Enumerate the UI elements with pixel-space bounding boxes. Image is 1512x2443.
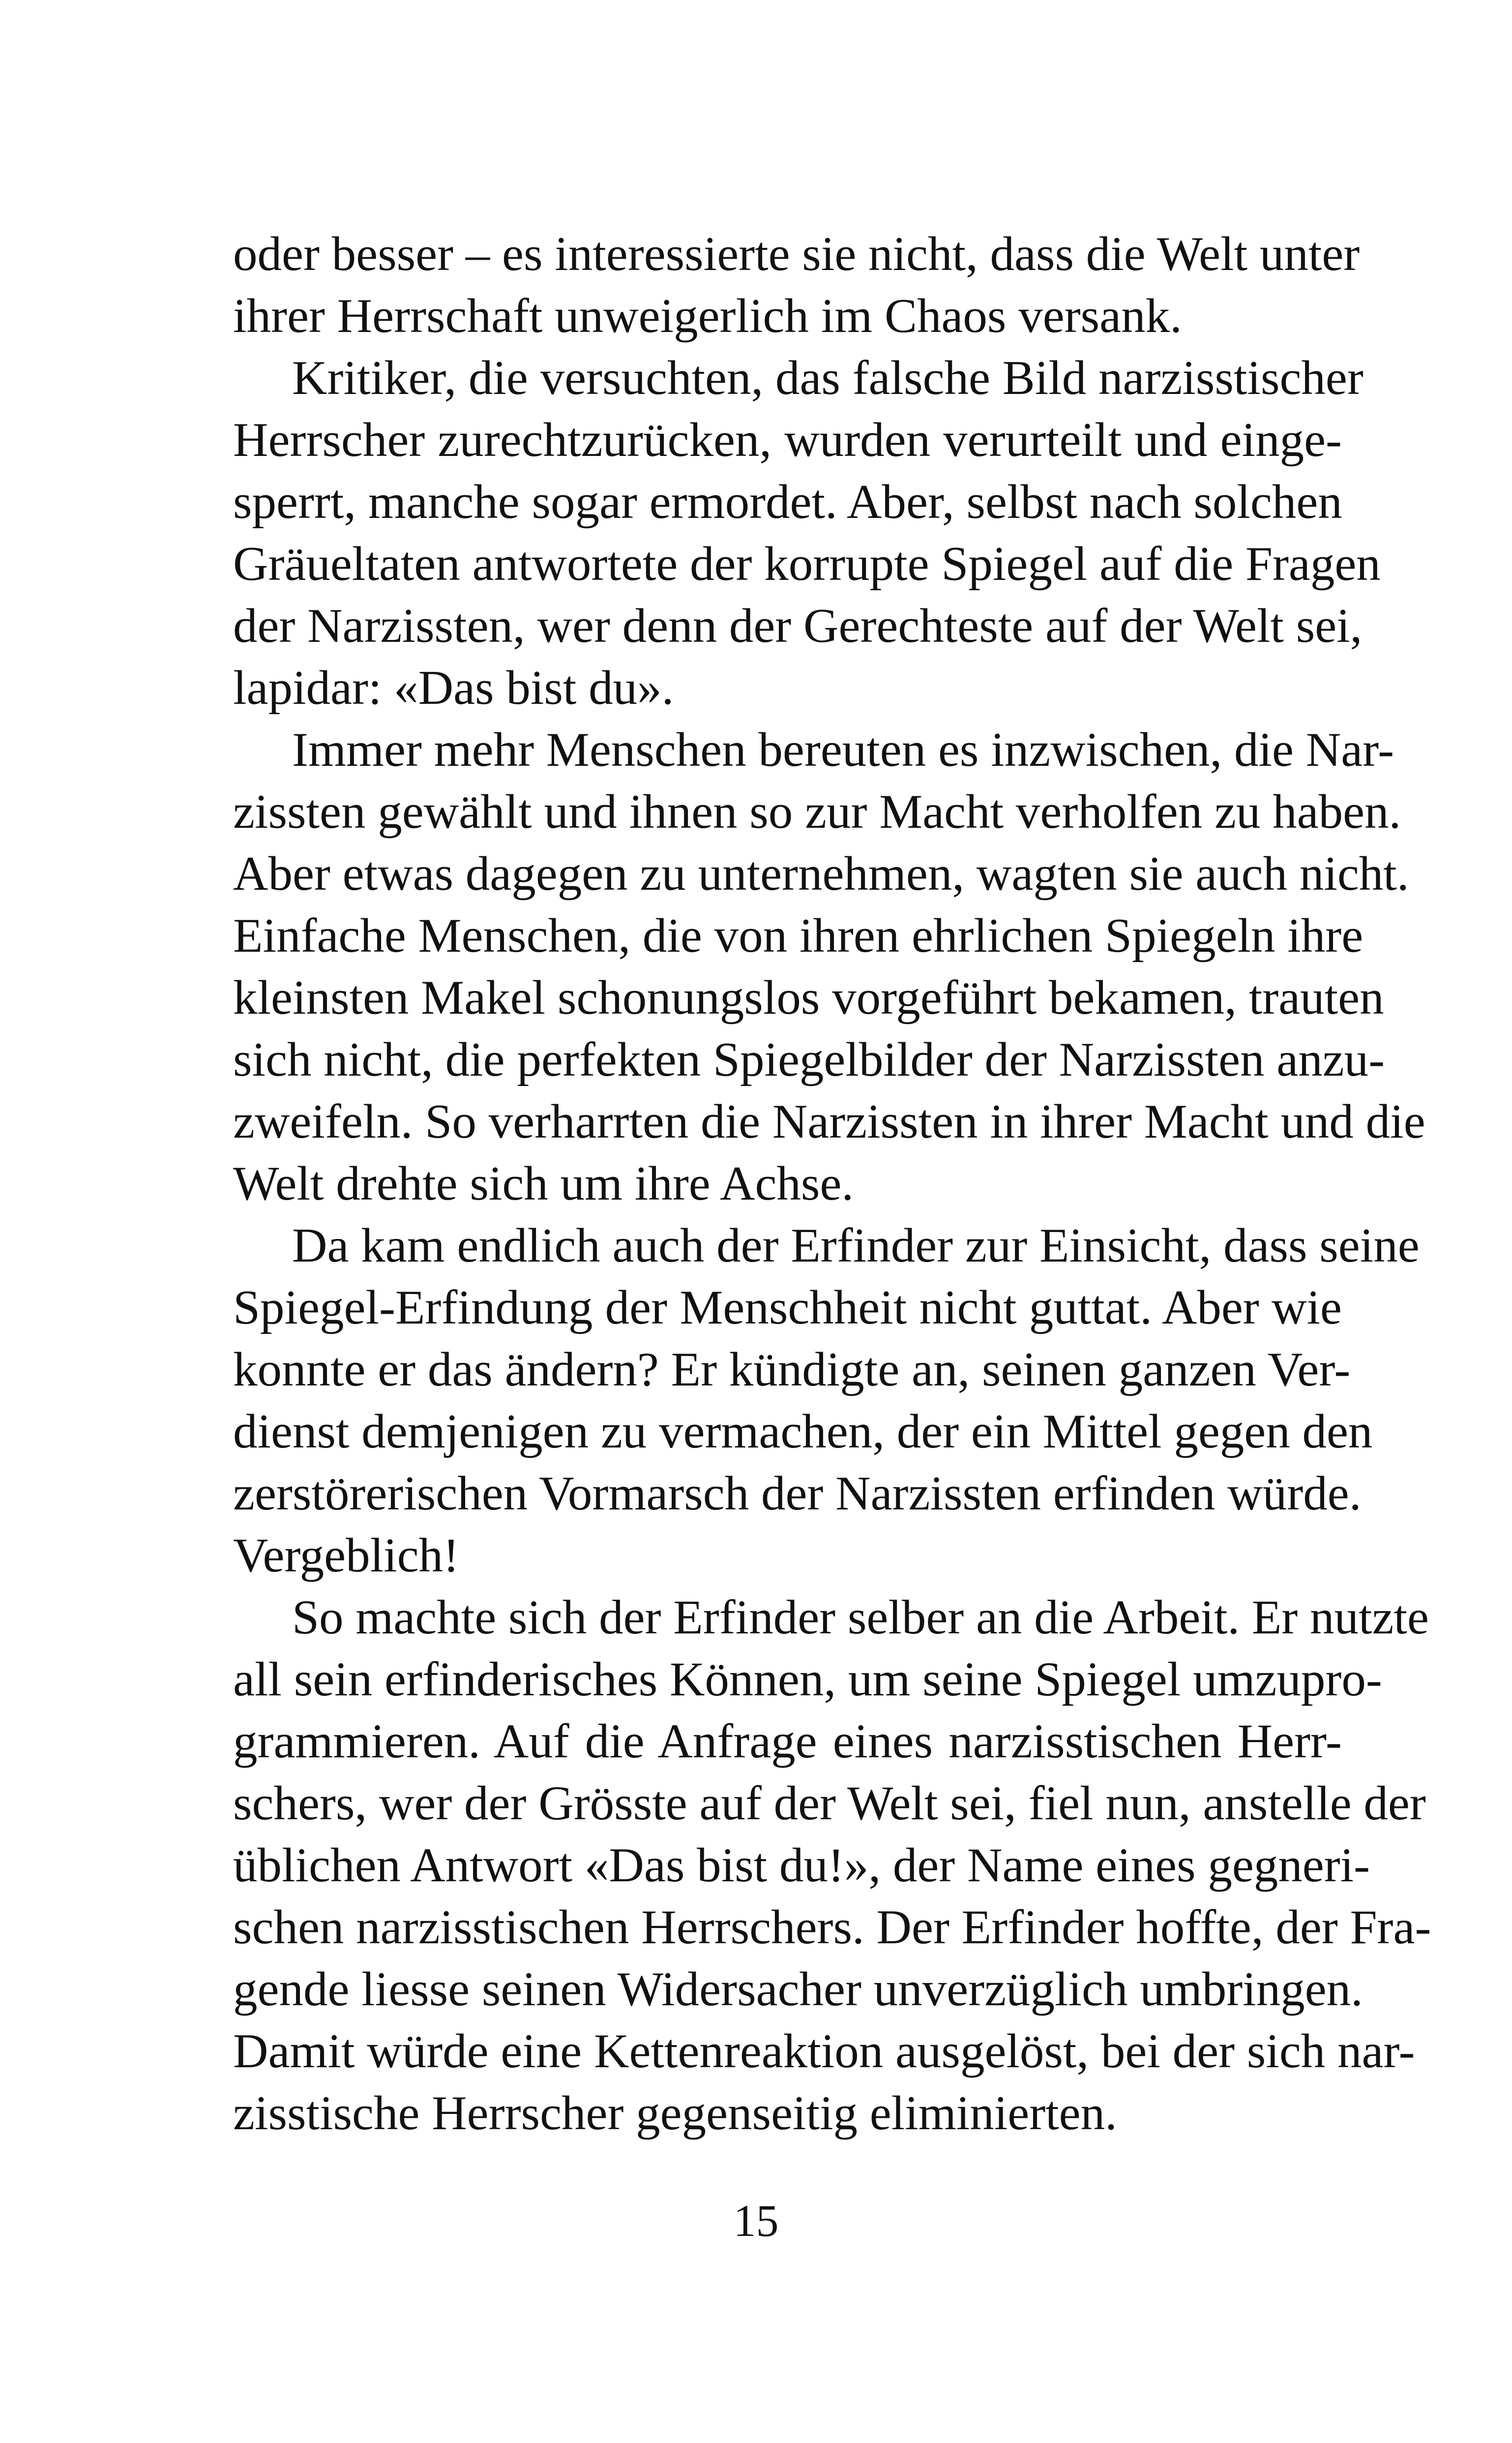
text-line: gende liesse seinen Widersacher unverzüglich umbringen. <box>233 1962 1363 2016</box>
text-line: So machte sich der Erfinder selber an die Arbeit. Er nutzte <box>292 1591 1429 1644</box>
text-line: Spiegel-Erfindung der Menschheit nicht guttat. Aber wie <box>233 1281 1342 1334</box>
text-line: Einfache Menschen, die von ihren ehrlichen Spiegeln ihre <box>233 909 1364 963</box>
text-line: Vergeblich! <box>233 1529 460 1582</box>
text-line: sich nicht, die perfekten Spiegelbilder der Narzissten anzu- <box>233 1033 1385 1086</box>
text-line: zerstörerischen Vormarsch der Narzissten erfinden würde. <box>233 1467 1362 1520</box>
text-line: Da kam endlich auch der Erfinder zur Einsicht, dass seine <box>292 1219 1420 1272</box>
text-line: Damit würde eine Kettenreaktion ausgelöst, bei der sich nar- <box>233 2024 1415 2078</box>
text-line: konnte er das ändern? Er kündigte an, seinen ganzen Ver- <box>233 1343 1351 1396</box>
text-line: zissten gewählt und ihnen so zur Macht verholfen zu haben. <box>233 785 1401 839</box>
text-line: Welt drehte sich um ihre Achse. <box>233 1157 854 1210</box>
body-text <box>233 223 1431 2144</box>
text-line: Aber etwas dagegen zu unternehmen, wagten sie auch nicht. <box>233 847 1409 901</box>
text-line: dienst demjenigen zu vermachen, der ein Mittel gegen den <box>233 1405 1373 1458</box>
text-line: schers, wer der Grösste auf der Welt sei, fiel nun, anstelle der <box>233 1777 1426 1830</box>
text-line: sperrt, manche sogar ermordet. Aber, selbst nach solchen <box>233 475 1342 529</box>
text-line: üblichen Antwort «Das bist du!», der Name eines gegneri- <box>233 1839 1370 1892</box>
text-line: schen narzisstischen Herrschers. Der Erfinder hoffte, der Fra- <box>233 1900 1431 1954</box>
text-line: kleinsten Makel schonungslos vorgeführt bekamen, trauten <box>233 971 1384 1025</box>
text-line: ihrer Herrschaft unweigerlich im Chaos versank. <box>233 289 1182 343</box>
page-number: 15 <box>733 2196 779 2246</box>
text-line: lapidar: «Das bist du». <box>233 661 674 715</box>
text-line: grammieren. Auf die Anfrage eines narzisstischen Herr- <box>233 1715 1342 1768</box>
text-line: Kritiker, die versuchten, das falsche Bild narzisstischer <box>292 351 1364 405</box>
text-line: der Narzissten, wer denn der Gerechteste auf der Welt sei, <box>233 599 1363 653</box>
text-line: oder besser – es interessierte sie nicht, dass die Welt unter <box>233 227 1360 281</box>
text-line: Herrscher zurechtzurücken, wurden verurteilt und einge- <box>233 413 1342 467</box>
text-line: Immer mehr Menschen bereuten es inzwischen, die Nar- <box>292 723 1394 777</box>
text-line: zisstische Herrscher gegenseitig eliminierten. <box>233 2086 1117 2140</box>
text-line: zweifeln. So verharrten die Narzissten in ihrer Macht und die <box>233 1095 1425 1148</box>
text-line: Gräueltaten antwortete der korrupte Spiegel auf die Fragen <box>233 537 1381 591</box>
text-line: all sein erfinderisches Können, um seine Spiegel umzupro- <box>233 1653 1382 1706</box>
